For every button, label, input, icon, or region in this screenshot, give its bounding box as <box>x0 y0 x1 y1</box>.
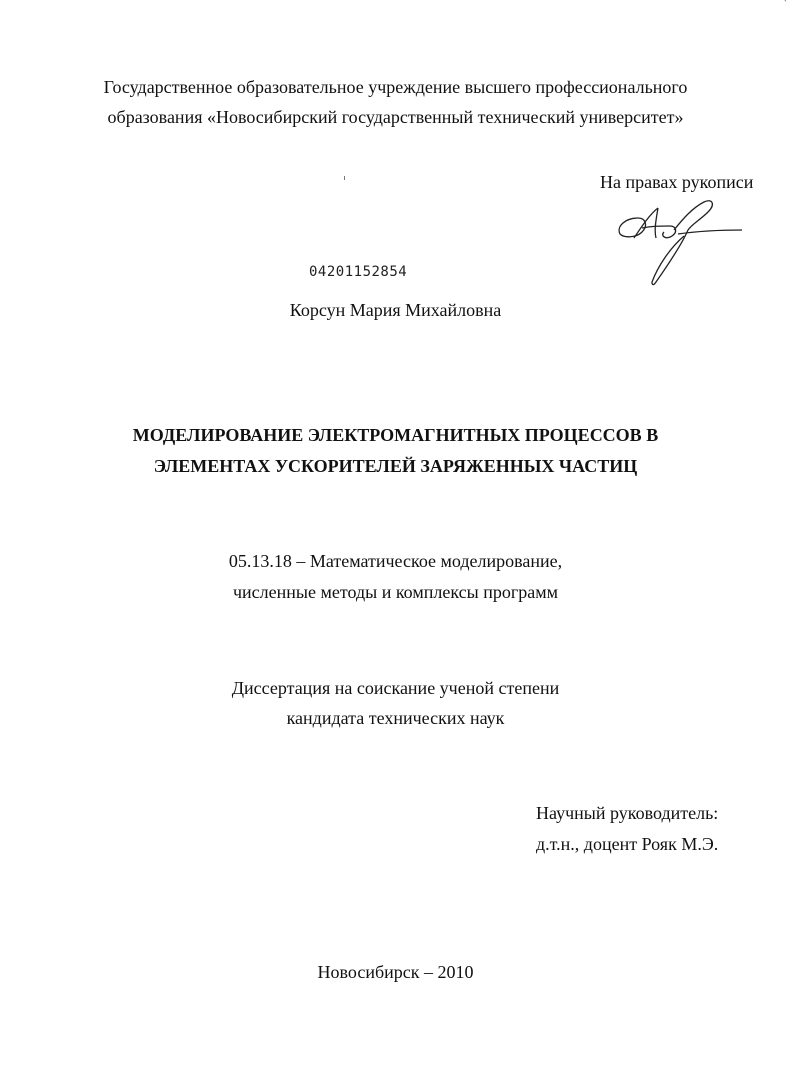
manuscript-note: На правах рукописи <box>600 172 754 192</box>
institution-line-2: образования «Новосибирский государственный технический университет» <box>107 107 684 127</box>
specialty-line-2: численные методы и комплексы программ <box>232 582 559 602</box>
dissertation-title-line-2: ЭЛЕМЕНТАХ УСКОРИТЕЛЕЙ ЗАРЯЖЕННЫХ ЧАСТИЦ <box>153 456 638 476</box>
author-name: Корсун Мария Михайловна <box>289 300 502 320</box>
scan-speck <box>344 176 345 180</box>
degree-line-2: кандидата технических наук <box>286 708 505 728</box>
institution-line-1: Государственное образовательное учреждение высшего профессионального <box>103 77 688 97</box>
specialty-line-1: 05.13.18 – Математическое моделирование, <box>228 551 563 571</box>
supervisor-name: д.т.н., доцент Рояк М.Э. <box>536 834 719 854</box>
corner-mark: ˋ <box>783 0 788 10</box>
registration-number: 04201152854 <box>309 264 408 280</box>
dissertation-title-line-1: МОДЕЛИРОВАНИЕ ЭЛЕКТРОМАГНИТНЫХ ПРОЦЕССОВ В <box>132 425 659 445</box>
handwritten-signature-icon <box>612 196 747 288</box>
degree-line-1: Диссертация на соискание ученой степени <box>231 678 560 698</box>
supervisor-label: Научный руководитель: <box>536 803 719 823</box>
city-year: Новосибирск – 2010 <box>317 962 474 982</box>
